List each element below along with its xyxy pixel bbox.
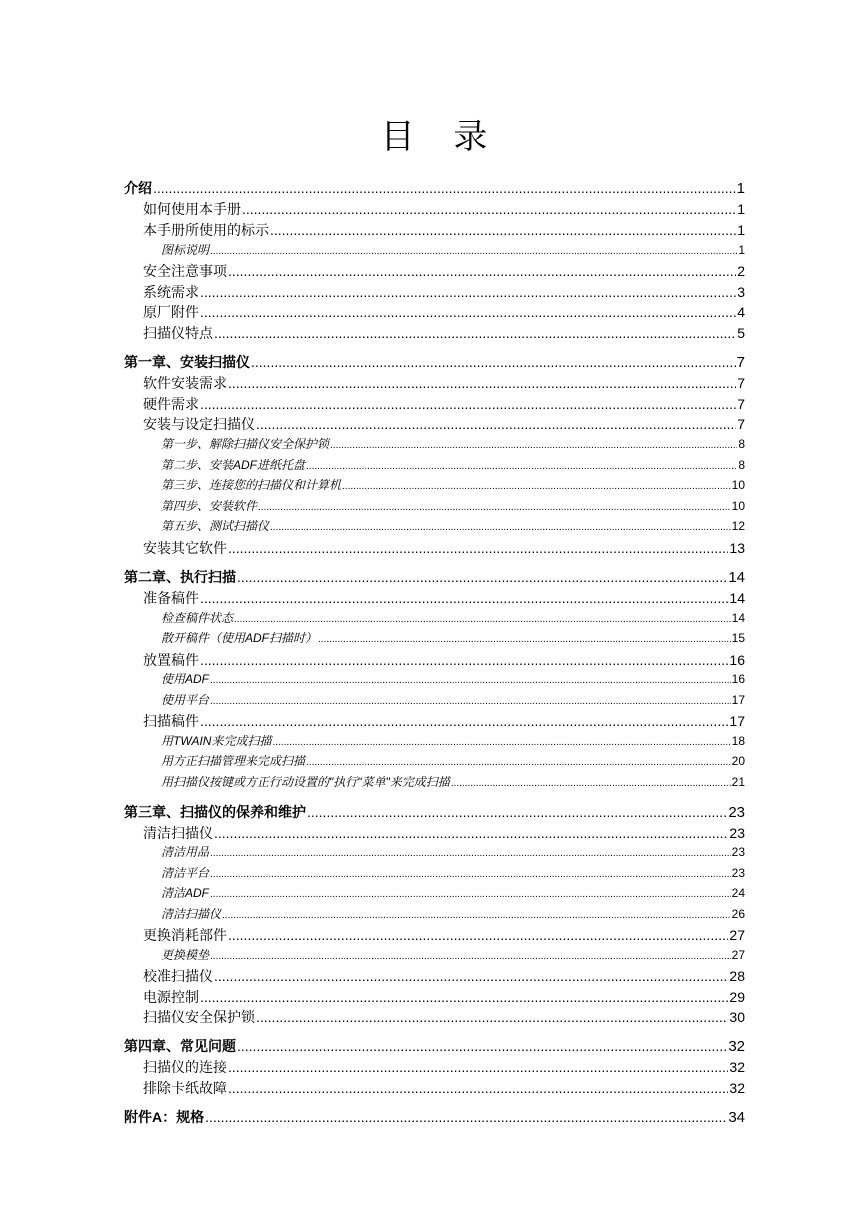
toc-entry[interactable] [143, 323, 745, 343]
toc-entry[interactable] [161, 843, 745, 860]
toc-entry-page-number: 16 [731, 672, 745, 686]
toc-entry-label: 安全注意事项 [143, 263, 227, 279]
dot-leader [251, 354, 736, 370]
toc-entry[interactable] [161, 864, 745, 881]
toc-entry-label: 更换模垫 [161, 948, 210, 962]
toc-entry-page-number: 29 [729, 989, 745, 1005]
toc-entry-label: 用TWAIN来完成扫描 [161, 734, 272, 748]
dot-leader [342, 478, 731, 492]
toc-entry-label: 准备稿件 [143, 590, 199, 606]
toc-entry-label: 第四步、安装软件 [161, 499, 258, 513]
toc-entry[interactable] [143, 538, 745, 558]
toc-entry-label: 使用平台 [161, 693, 210, 707]
toc-entry-label: 清洁扫描仪 [161, 907, 222, 921]
toc-entry-label: 清洁ADF [161, 886, 210, 900]
dot-leader [237, 1038, 727, 1054]
dot-leader [451, 775, 731, 789]
toc-entry-label: 扫描仪安全保护锁 [143, 1009, 255, 1025]
toc-entry-label: 附件A：规格 [124, 1109, 205, 1125]
dot-leader [270, 519, 731, 533]
toc-entry-page-number: 32 [728, 1038, 745, 1055]
dot-leader [214, 968, 728, 984]
dot-leader [205, 1109, 727, 1125]
toc-entry-label: 散开稿件（使用ADF扫描时） [161, 631, 318, 645]
toc-entry[interactable] [124, 1036, 745, 1056]
toc-entry-page-number: 13 [729, 540, 745, 556]
dot-leader [242, 201, 736, 217]
toc-entry[interactable] [143, 373, 745, 393]
toc-entry-page-number: 4 [737, 304, 745, 320]
toc-entry[interactable] [143, 302, 745, 322]
dot-leader [228, 375, 736, 391]
dot-leader [330, 437, 737, 451]
toc-entry-label: 用扫描仪按键或方正行动设置的"执行"菜单"来完成扫描 [161, 775, 450, 789]
toc-entry-label: 扫描仪特点 [143, 325, 213, 341]
dot-leader [256, 416, 736, 432]
toc-entry[interactable] [143, 282, 745, 302]
toc-entry[interactable] [161, 456, 745, 473]
toc-entry[interactable] [161, 629, 745, 646]
toc-entry-label: 电源控制 [143, 989, 199, 1005]
toc-entry-page-number: 14 [729, 590, 745, 606]
toc-entry-label: 第二章、执行扫描 [124, 569, 236, 585]
toc-entry-page-number: 1 [738, 243, 745, 257]
toc-entry-page-number: 17 [731, 693, 745, 707]
toc-entry-page-number: 15 [731, 631, 745, 645]
toc-entry[interactable] [161, 946, 745, 963]
toc-entry[interactable] [143, 220, 745, 240]
toc-entry[interactable] [124, 178, 745, 198]
toc-entry-page-number: 1 [736, 180, 745, 197]
toc-entry-page-number: 24 [731, 886, 745, 900]
toc-entry-page-number: 16 [729, 652, 745, 668]
toc-entry[interactable] [143, 199, 745, 219]
toc-entry[interactable] [161, 752, 745, 769]
toc-entry[interactable] [143, 261, 745, 281]
dot-leader [210, 948, 731, 962]
toc-entry-page-number: 2 [737, 263, 745, 279]
toc-entry[interactable] [161, 497, 745, 514]
toc-entry-label: 安装与设定扫描仪 [143, 416, 255, 432]
dot-leader [228, 540, 728, 556]
dot-leader [234, 611, 731, 625]
toc-entry-label: 排除卡纸故障 [143, 1080, 227, 1096]
toc-entry-label: 放置稿件 [143, 652, 199, 668]
dot-leader [306, 754, 731, 768]
dot-leader [200, 396, 736, 412]
dot-leader [307, 804, 727, 820]
dot-leader [210, 693, 731, 707]
toc-entry[interactable] [161, 609, 745, 626]
toc-entry[interactable] [143, 394, 745, 414]
toc-entry-label: 第二步、安装ADF进纸托盘 [161, 458, 306, 472]
toc-entry-label: 第三步、连接您的扫描仪和计算机 [161, 478, 342, 492]
toc-entry-label: 介绍 [124, 180, 152, 196]
toc-entry-page-number: 1 [737, 201, 745, 217]
toc-entry-page-number: 7 [736, 354, 745, 371]
toc-entry[interactable] [143, 711, 745, 731]
dot-leader [258, 499, 731, 513]
toc-entry-page-number: 27 [729, 927, 745, 943]
toc-entry-label: 清洁平台 [161, 866, 210, 880]
toc-entry-label: 原厂附件 [143, 304, 199, 320]
toc-entry-page-number: 27 [731, 948, 745, 962]
toc-entry-label: 第一章、安装扫描仪 [124, 354, 250, 370]
toc-entry[interactable] [143, 1078, 745, 1098]
toc-entry[interactable] [161, 435, 745, 452]
toc-entry[interactable] [161, 241, 745, 258]
toc-entry-page-number: 14 [731, 611, 745, 625]
toc-entry-page-number: 21 [731, 775, 745, 789]
toc-entry-page-number: 8 [738, 437, 745, 451]
dot-leader [210, 672, 731, 686]
toc-entry[interactable] [161, 884, 745, 901]
dot-leader [200, 652, 728, 668]
toc-entry-page-number: 3 [737, 284, 745, 300]
dot-leader [210, 243, 737, 257]
toc-entry[interactable] [124, 567, 745, 587]
toc-entry-page-number: 10 [731, 478, 745, 492]
toc-entry-page-number: 7 [737, 416, 745, 432]
toc-entry-page-number: 26 [731, 907, 745, 921]
toc-entry-label: 扫描稿件 [143, 713, 199, 729]
toc-entry-page-number: 18 [731, 734, 745, 748]
toc-entry-label: 用方正扫描管理来完成扫描 [161, 754, 306, 768]
dot-leader [210, 886, 731, 900]
toc-entry[interactable] [143, 966, 745, 986]
toc-entry-page-number: 14 [728, 569, 745, 586]
toc-entry[interactable] [143, 925, 745, 945]
dot-leader [228, 927, 728, 943]
toc-entry-page-number: 1 [737, 222, 745, 238]
dot-leader [210, 866, 731, 880]
toc-entry[interactable] [161, 905, 745, 922]
dot-leader [228, 1059, 728, 1075]
toc-entry-label: 使用ADF [161, 672, 210, 686]
toc-entry[interactable] [143, 588, 745, 608]
dot-leader [222, 907, 731, 921]
toc-entry-page-number: 7 [737, 375, 745, 391]
toc-entry-page-number: 8 [738, 458, 745, 472]
dot-leader [256, 1009, 728, 1025]
toc-entry[interactable] [124, 1107, 745, 1127]
toc-entry-label: 第四章、常见问题 [124, 1038, 236, 1054]
toc-entry-label: 第五步、测试扫描仪 [161, 519, 270, 533]
dot-leader [237, 569, 727, 585]
toc-entry-page-number: 30 [729, 1009, 745, 1025]
dot-leader [228, 263, 736, 279]
toc-entry[interactable] [143, 650, 745, 670]
toc-entry[interactable] [161, 732, 745, 749]
toc-entry-page-number: 32 [729, 1080, 745, 1096]
toc-entry-label: 如何使用本手册 [143, 201, 241, 217]
toc-entry-page-number: 23 [731, 866, 745, 880]
toc-entry-page-number: 17 [729, 713, 745, 729]
toc-entry-label: 系统需求 [143, 284, 199, 300]
toc-entry-page-number: 10 [731, 499, 745, 513]
toc-entry[interactable] [143, 987, 745, 1007]
dot-leader [153, 180, 736, 196]
toc-entry-label: 校准扫描仪 [143, 968, 213, 984]
dot-leader [214, 325, 736, 341]
dot-leader [228, 1080, 728, 1096]
toc-entry-page-number: 23 [729, 825, 745, 841]
dot-leader [200, 989, 728, 1005]
toc-entry-label: 清洁用品 [161, 845, 210, 859]
toc-entry-page-number: 32 [729, 1059, 745, 1075]
dot-leader [272, 734, 730, 748]
toc-entry-label: 检查稿件状态 [161, 611, 234, 625]
toc-entry-label: 清洁扫描仪 [143, 825, 213, 841]
toc-entry[interactable] [124, 352, 745, 372]
toc-entry-label: 第三章、扫描仪的保养和维护 [124, 804, 306, 820]
toc-entry-label: 更换消耗部件 [143, 927, 227, 943]
toc-entry[interactable] [124, 802, 745, 822]
toc-entry[interactable] [161, 517, 745, 534]
toc-entry-page-number: 28 [729, 968, 745, 984]
toc-entry-page-number: 34 [728, 1109, 745, 1126]
toc-entry-page-number: 20 [731, 754, 745, 768]
toc-entry-label: 软件安装需求 [143, 375, 227, 391]
toc-entry-page-number: 23 [731, 845, 745, 859]
dot-leader [200, 284, 736, 300]
dot-leader [200, 713, 728, 729]
toc-entry[interactable] [161, 773, 745, 790]
toc-entry-label: 安装其它软件 [143, 540, 227, 556]
toc-entry-page-number: 12 [731, 519, 745, 533]
dot-leader [210, 845, 731, 859]
toc-entry[interactable] [143, 1057, 745, 1077]
toc-entry[interactable] [161, 670, 745, 687]
toc-entry-label: 图标说明 [161, 243, 210, 257]
toc-entry-label: 本手册所使用的标示 [143, 222, 269, 238]
toc-entry-page-number: 5 [737, 325, 745, 341]
dot-leader [214, 825, 728, 841]
dot-leader [200, 304, 736, 320]
dot-leader [270, 222, 736, 238]
toc-entry-label: 硬件需求 [143, 396, 199, 412]
dot-leader [318, 631, 731, 645]
toc-entry-page-number: 7 [737, 396, 745, 412]
toc-entry[interactable] [161, 476, 745, 493]
toc-entry[interactable] [161, 691, 745, 708]
toc-entry[interactable] [143, 1007, 745, 1027]
toc-entry[interactable] [143, 414, 745, 434]
toc-entry[interactable] [143, 823, 745, 843]
dot-leader [200, 590, 728, 606]
toc-entry-label: 扫描仪的连接 [143, 1059, 227, 1075]
toc-entry-page-number: 23 [728, 804, 745, 821]
toc-title: 目 录 [380, 117, 502, 157]
toc-entry-label: 第一步、解除扫描仪安全保护锁 [161, 437, 330, 451]
dot-leader [306, 458, 737, 472]
